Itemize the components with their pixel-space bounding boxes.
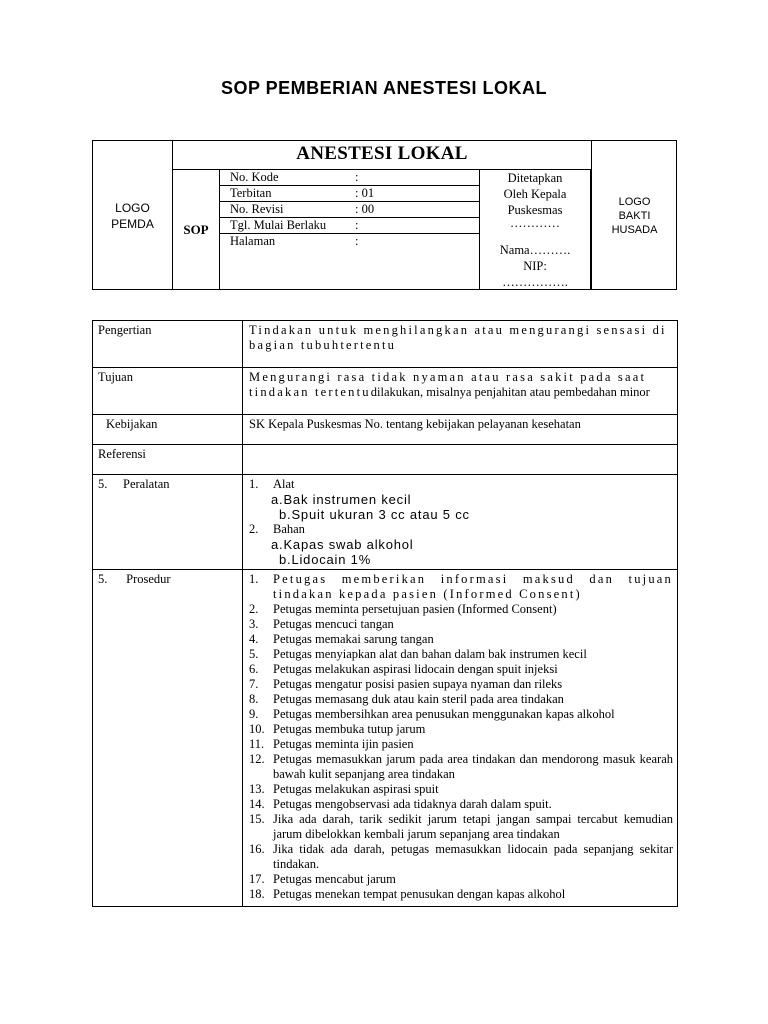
procedure-step: [249, 737, 673, 752]
ditetapkan-line: Ditetapkan: [507, 171, 563, 185]
step-number: 17.: [249, 872, 265, 886]
bahan-label: Bahan: [273, 522, 305, 536]
procedure-step: [249, 842, 673, 872]
row-label: 5. Prosedur: [93, 570, 243, 907]
step-number: 13.: [249, 782, 265, 796]
step-number: 18.: [249, 887, 265, 901]
row-label: Referensi: [93, 445, 243, 475]
procedure-step: [249, 797, 673, 812]
logo-pemda: [93, 141, 173, 290]
procedure-step: [249, 632, 673, 647]
step-number: 14.: [249, 797, 265, 811]
step-number: 2.: [249, 602, 259, 616]
field-value: : 00: [355, 202, 375, 216]
procedure-step: [249, 752, 673, 782]
step-number: 4.: [249, 632, 259, 646]
row-content: [243, 570, 678, 907]
item-number: 2.: [249, 522, 259, 536]
alat-item: a.Bak instrumen kecil: [271, 492, 412, 507]
row-tujuan: [93, 368, 678, 415]
field-halaman: [220, 234, 480, 250]
step-text: Petugas memberikan informasi maksud dan tujuan tindakan kepada pasien (Informed Consent): [273, 572, 673, 601]
sop-body-table: [92, 320, 678, 907]
logo-bakti-line1: LOGO: [618, 195, 651, 208]
row-content: Tindakan untuk menghilangkan atau mengurangi sensasi di bagian tubuhtertentu: [243, 321, 678, 368]
document-title: SOP PEMBERIAN ANESTESI LOKAL: [220, 78, 548, 98]
field-no-kode: [220, 170, 480, 186]
field-value: :: [355, 170, 359, 184]
step-number: 3.: [249, 617, 259, 631]
ditetapkan-spacer: [480, 228, 590, 242]
row-referensi: [93, 445, 678, 475]
row-label: Pengertian: [93, 321, 243, 368]
step-text: Petugas membuka tutup jarum: [273, 722, 426, 736]
step-text: Petugas memakai sarung tangan: [273, 632, 434, 646]
row-content: [243, 445, 678, 475]
step-text: Petugas melakukan aspirasi lidocain dengan spuit injeksi: [273, 662, 558, 676]
document-fields: [220, 170, 480, 290]
logo-bakti-line2: BAKTI: [618, 209, 651, 222]
item-number: 1.: [249, 477, 259, 491]
row-label: Tujuan: [93, 368, 243, 415]
step-text: Petugas mengatur posisi pasien supaya nyaman dan rileks: [273, 677, 563, 691]
step-text: Petugas mencuci tangan: [273, 617, 394, 631]
field-value: :: [355, 234, 359, 248]
step-text: Petugas menyiapkan alat dan bahan dalam bak instrumen kecil: [273, 647, 587, 661]
row-peralatan: [93, 475, 678, 570]
ditetapkan-line: Puskesmas: [507, 203, 563, 217]
step-number: 8.: [249, 692, 259, 706]
procedure-step: [249, 722, 673, 737]
peralatan-item: [249, 522, 673, 537]
field-label: Tgl. Mulai Berlaku: [230, 218, 327, 232]
sop-header-table: [92, 140, 677, 290]
row-content: SK Kepala Puskesmas No. tentang kebijakan pelayanan kesehatan: [243, 415, 678, 445]
procedure-step: [249, 812, 673, 842]
logo-bakti-line3: HUSADA: [611, 223, 658, 236]
nama-line: Nama……….: [499, 243, 571, 257]
step-text: Jika tidak ada darah, petugas memasukkan lidocain pada sepanjang sekitar tindakan.: [273, 842, 673, 871]
row-label: Kebijakan: [93, 415, 243, 445]
step-text: Jika ada darah, tarik sedikit jarum tetapi jangan sampai tercabut kemudian jarum dibelokkan kembali jarum sepanjang area tindakan: [273, 812, 673, 841]
row-label: 5. Peralatan: [93, 475, 243, 570]
step-number: 1.: [249, 572, 259, 586]
step-number: 15.: [249, 812, 265, 826]
procedure-steps: [249, 572, 673, 902]
step-text: Petugas mengobservasi ada tidaknya darah dalam spuit.: [273, 797, 552, 811]
procedure-step: [249, 782, 673, 797]
sop-label: SOP: [173, 170, 220, 290]
field-label: No. Kode: [230, 170, 279, 184]
procedure-step: [249, 707, 673, 722]
field-value: : 01: [355, 186, 375, 200]
step-text: Petugas memasang duk atau kain steril pada area tindakan: [273, 692, 564, 706]
step-text: Petugas memasukkan jarum pada area tindakan dan mendorong masuk kearah bawah kulit sepanjang area tindakan: [273, 752, 673, 781]
procedure-step: [249, 872, 673, 887]
procedure-step: [249, 692, 673, 707]
alat-label: Alat: [273, 477, 295, 491]
ditetapkan-line: Oleh Kepala: [503, 187, 567, 201]
step-text: Petugas meminta ijin pasien: [273, 737, 414, 751]
nip-dots: …………….: [502, 275, 568, 289]
step-text: Petugas meminta persetujuan pasien (Informed Consent): [273, 602, 557, 616]
procedure-step: [249, 677, 673, 692]
step-number: 16.: [249, 842, 265, 856]
step-number: 12.: [249, 752, 265, 766]
step-text: Petugas membersihkan area penusukan menggunakan kapas alkohol: [273, 707, 615, 721]
tujuan-text-spaced: Mengurangi rasa tidak nyaman atau rasa sakit pada saat tindakan tertentu: [249, 370, 647, 399]
field-tgl-mulai: [220, 218, 480, 234]
row-content: [243, 368, 678, 415]
step-number: 7.: [249, 677, 259, 691]
procedure-name: ANESTESI LOKAL: [173, 141, 591, 170]
nip-line: NIP:: [523, 259, 547, 273]
step-number: 10.: [249, 722, 265, 736]
field-no-revisi: [220, 202, 480, 218]
peralatan-item: [249, 477, 673, 492]
row-kebijakan: [93, 415, 678, 445]
field-value: :: [355, 218, 359, 232]
step-number: 9.: [249, 707, 259, 721]
procedure-step: [249, 887, 673, 902]
procedure-step: [249, 647, 673, 662]
alat-item: b.Spuit ukuran 3 cc atau 5 cc: [279, 507, 470, 522]
step-number: 5.: [249, 647, 259, 661]
step-text: Petugas melakukan aspirasi spuit: [273, 782, 439, 796]
procedure-step: [249, 602, 673, 617]
step-number: 6.: [249, 662, 259, 676]
logo-pemda-line2: PEMDA: [111, 216, 154, 231]
field-label: Halaman: [230, 234, 276, 248]
ditetapkan-line: …………: [510, 216, 560, 230]
procedure-step: [249, 617, 673, 632]
row-pengertian: [93, 321, 678, 368]
step-text: Petugas menekan tempat penusukan dengan kapas alkohol: [273, 887, 566, 901]
tujuan-text: dilakukan, misalnya penjahitan atau pembedahan minor: [370, 385, 650, 399]
step-text: Petugas mencabut jarum: [273, 872, 396, 886]
field-label: Terbitan: [230, 186, 272, 200]
procedure-step: [249, 662, 673, 677]
ditetapkan-block: [480, 170, 591, 290]
step-number: 11.: [249, 737, 265, 751]
field-terbitan: [220, 186, 480, 202]
bahan-item: b.Lidocain 1%: [279, 552, 372, 567]
row-content: [243, 475, 678, 570]
field-label: No. Revisi: [230, 202, 284, 216]
bahan-item: a.Kapas swab alkohol: [271, 537, 414, 552]
logo-bakti-husada: [591, 141, 677, 290]
logo-pemda-line1: LOGO: [115, 200, 150, 215]
procedure-step: [249, 572, 673, 602]
row-prosedur: [93, 570, 678, 907]
